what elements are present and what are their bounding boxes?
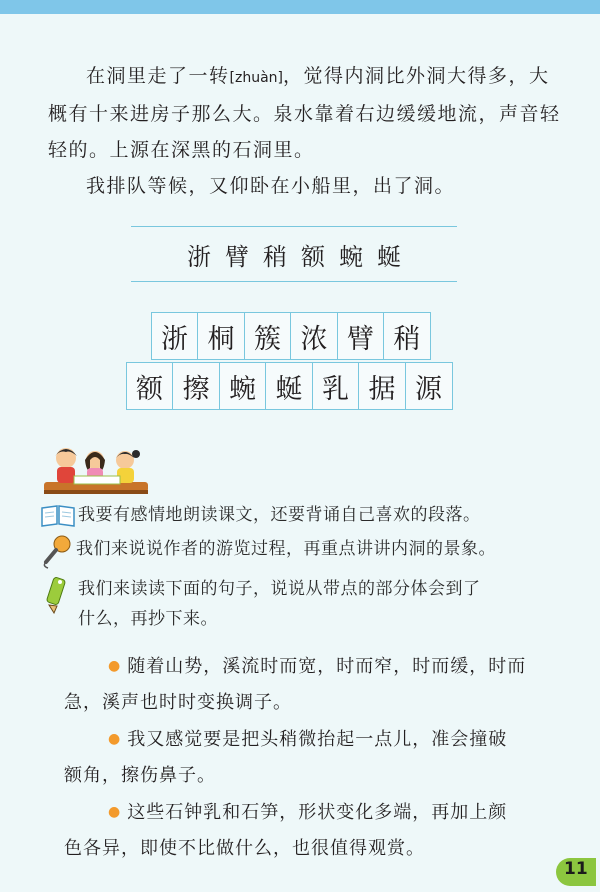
write-char-cell: 乳 [312, 362, 360, 410]
task-1-text: 我要有感情地朗读课文，还要背诵自己喜欢的段落。 [78, 505, 481, 525]
sentence-1-text: 随着山势，溪流时而宽，时而窄，时而缓，时而 [127, 656, 527, 677]
story-paragraph-1 [48, 58, 568, 168]
read-char: 蜿 [339, 242, 363, 271]
write-char-cell: 稍 [383, 312, 431, 360]
story-text [48, 58, 568, 204]
task-2-text: 我们来说说作者的游览过程，再重点讲讲内洞的景象。 [76, 539, 496, 559]
sentence-2-text: 我又感觉要是把头稍微抬起一点儿，准会撞破 [127, 729, 508, 750]
page-number-tab [556, 858, 596, 886]
write-char-cell: 擦 [172, 362, 220, 410]
read-char: 额 [301, 242, 325, 271]
write-char-cell: 蜒 [265, 362, 313, 410]
write-char-cell: 浓 [290, 312, 338, 360]
write-char-cell: 蜿 [219, 362, 267, 410]
bullet-dot: ● [108, 731, 122, 747]
top-color-bar [0, 0, 600, 14]
task-1 [40, 500, 481, 530]
write-characters-row-1 [152, 312, 431, 360]
write-char-cell: 簇 [244, 312, 292, 360]
sentence-2-line-2: 额角，擦伤鼻子。 [64, 765, 216, 786]
read-char: 蜒 [377, 242, 401, 271]
pinyin-annotation: [zhuàn] [229, 70, 283, 86]
story-paragraph-2: 我排队等候，又仰卧在小船里，出了洞。 [86, 175, 456, 197]
task-3-line-2: 什么，再抄下来。 [78, 609, 218, 629]
read-char: 稍 [263, 242, 287, 271]
story-p1-before: 在洞里走了一转 [86, 65, 230, 87]
write-char-cell: 据 [358, 362, 406, 410]
pencil-icon [40, 574, 74, 624]
reading-children-illustration [40, 440, 152, 496]
bullet-dot: ● [108, 658, 122, 674]
sentence-3-text: 这些石钟乳和石笋，形状变化多端，再加上颜 [127, 802, 508, 823]
sentence-1-line-1 [80, 648, 568, 685]
write-char-cell: 浙 [151, 312, 199, 360]
task-2 [40, 534, 496, 564]
open-book-icon [40, 500, 76, 538]
story-p1-after: ，觉得内洞比外洞大得多，大概有十来进房子那么大。泉水靠着右边缓缓地流，声音轻轻的。上源在深黑的石洞里。 [48, 65, 561, 161]
task-3 [40, 574, 560, 634]
write-char-cell: 桐 [197, 312, 245, 360]
sentence-1-line-2: 急，溪声也时时变换调子。 [64, 692, 292, 713]
read-characters-box [131, 226, 457, 282]
page-number: 11 [564, 859, 588, 879]
write-characters-row-2 [127, 362, 453, 410]
read-char: 浙 [187, 242, 211, 271]
sentence-3-line-2: 色各异，即使不比做什么，也很值得观赏。 [64, 838, 425, 859]
read-char: 臂 [225, 242, 249, 271]
sentence-3-line-1 [80, 794, 568, 831]
sentence-2-line-1 [80, 721, 568, 758]
bullet-dot: ● [108, 804, 122, 820]
write-char-cell: 源 [405, 362, 453, 410]
example-sentences [64, 648, 568, 867]
write-char-cell: 臂 [337, 312, 385, 360]
write-char-cell: 额 [126, 362, 174, 410]
task-3-line-1: 我们来读读下面的句子，说说从带点的部分体会到了 [78, 579, 481, 599]
